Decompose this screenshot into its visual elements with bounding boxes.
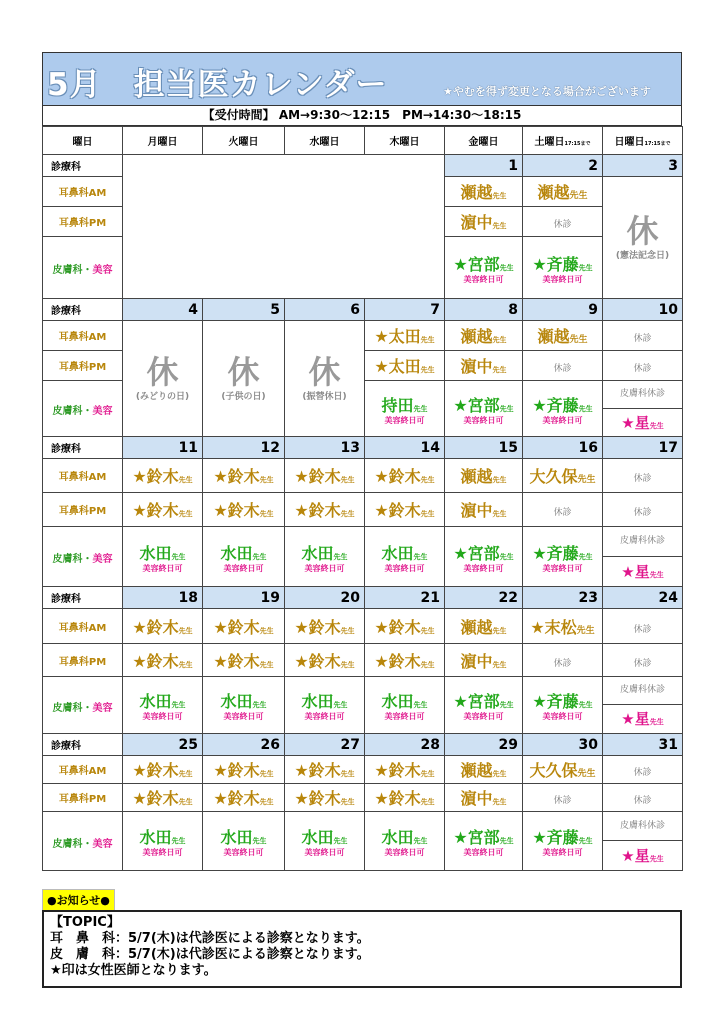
dept-label: 診療科	[43, 299, 123, 321]
doctor-cell: ★鈴木先生	[123, 459, 203, 493]
week3-ent-am	[43, 459, 683, 493]
doctor-cell: ★鈴木先生	[285, 609, 365, 644]
doctor-cell: 水田先生 美容終日可	[123, 527, 203, 587]
calendar-table	[42, 126, 683, 871]
doctor-cell: ★末松先生	[523, 609, 603, 644]
date-cell: 17	[603, 437, 683, 459]
ent-am-label: 耳鼻科AM	[43, 459, 123, 493]
week2-date-row	[43, 299, 683, 321]
title-note: ★やむを得ず変更となる場合がございます	[443, 85, 651, 98]
doctor-cell: 濵中先生	[445, 644, 523, 677]
date-cell: 30	[523, 734, 603, 756]
doctor-cell: 瀬越先生	[445, 609, 523, 644]
closed-cell: 休診	[523, 351, 603, 381]
doctor-cell: ★鈴木先生	[285, 459, 365, 493]
weekday-sat: 土曜日17:15まで	[523, 127, 603, 155]
doctor-cell: ★斉藤先生 美容終日可	[523, 677, 603, 734]
date-cell: 31	[603, 734, 683, 756]
sunday-derm-cell: 皮膚科休診 ★星先生	[603, 677, 683, 734]
doctor-cell: ★鈴木先生	[285, 756, 365, 784]
date-cell: 10	[603, 299, 683, 321]
derm-label: 皮膚科・美容	[43, 677, 123, 734]
date-cell: 6	[285, 299, 365, 321]
doctor-cell: ★鈴木先生	[123, 493, 203, 527]
date-cell: 7	[365, 299, 445, 321]
ent-pm-label: 耳鼻科PM	[43, 784, 123, 812]
doctor-cell: 瀬越先生	[523, 321, 603, 351]
sunday-derm-cell: 皮膚科休診 ★星先生	[603, 812, 683, 871]
topic-line: 皮 膚 科：5/7(木)は代診医による診察となります。	[50, 947, 370, 962]
date-cell: 14	[365, 437, 445, 459]
doctor-cell: ★斉藤先生 美容終日可	[523, 381, 603, 437]
page-title: 5月 担当医カレンダー	[47, 67, 388, 103]
ent-am-label: 耳鼻科AM	[43, 609, 123, 644]
closed-cell: 休診	[523, 644, 603, 677]
closed-cell: 休診	[603, 756, 683, 784]
date-cell: 13	[285, 437, 365, 459]
dept-label: 診療科	[43, 437, 123, 459]
doctor-cell: 水田先生 美容終日可	[123, 812, 203, 871]
doctor-cell: ★鈴木先生	[365, 784, 445, 812]
doctor-cell: ★鈴木先生	[285, 644, 365, 677]
week5-ent-pm	[43, 784, 683, 812]
date-cell: 12	[203, 437, 285, 459]
week4-ent-pm	[43, 644, 683, 677]
holiday-cell: 休 (振替休日)	[285, 321, 365, 437]
topic-line: ★印は女性医師となります。	[50, 963, 217, 978]
doctor-cell: 水田先生 美容終日可	[123, 677, 203, 734]
doctor-cell: 大久保先生	[523, 459, 603, 493]
reception-hours: 【受付時間】 AM→9:30～12:15 PM→14:30～18:15	[42, 106, 682, 126]
date-cell: 26	[203, 734, 285, 756]
date-cell: 27	[285, 734, 365, 756]
closed-cell: 休診	[603, 493, 683, 527]
week3-derm	[43, 527, 683, 587]
empty-block	[123, 155, 445, 299]
ent-am-label: 耳鼻科AM	[43, 756, 123, 784]
closed-cell: 休診	[603, 351, 683, 381]
date-cell: 2	[523, 155, 603, 177]
dept-label: 診療科	[43, 734, 123, 756]
weekday-sun: 日曜日17:15まで	[603, 127, 683, 155]
date-cell: 5	[203, 299, 285, 321]
doctor-cell: 瀬越先生	[523, 177, 603, 207]
week3-date-row	[43, 437, 683, 459]
ent-am-label: 耳鼻科AM	[43, 177, 123, 207]
closed-cell: 休診	[603, 644, 683, 677]
weekday-wed: 水曜日	[285, 127, 365, 155]
ent-pm-label: 耳鼻科PM	[43, 207, 123, 237]
day-label: 曜日	[43, 127, 123, 155]
doctor-cell: ★鈴木先生	[203, 459, 285, 493]
closed-cell: 休診	[603, 321, 683, 351]
date-cell: 16	[523, 437, 603, 459]
sunday-derm-cell: 皮膚科休診 ★星先生	[603, 381, 683, 437]
doctor-cell: ★鈴木先生	[203, 644, 285, 677]
week4-ent-am	[43, 609, 683, 644]
closed-cell: 休診	[523, 207, 603, 237]
doctor-cell: 大久保先生	[523, 756, 603, 784]
doctor-cell: 水田先生 美容終日可	[285, 677, 365, 734]
week5-derm	[43, 812, 683, 871]
doctor-cell: 水田先生 美容終日可	[285, 527, 365, 587]
doctor-cell: ★鈴木先生	[123, 784, 203, 812]
doctor-cell: 水田先生 美容終日可	[365, 812, 445, 871]
date-cell: 25	[123, 734, 203, 756]
date-cell: 1	[445, 155, 523, 177]
holiday-cell: 休 (みどりの日)	[123, 321, 203, 437]
date-cell: 11	[123, 437, 203, 459]
weekday-thu: 木曜日	[365, 127, 445, 155]
doctor-cell: ★鈴木先生	[365, 644, 445, 677]
doctor-cell: 濵中先生	[445, 784, 523, 812]
doctor-cell: 濵中先生	[445, 493, 523, 527]
doctor-cell: ★宮部先生 美容終日可	[445, 237, 523, 299]
doctor-cell: ★鈴木先生	[203, 493, 285, 527]
doctor-cell: ★鈴木先生	[123, 609, 203, 644]
weekday-mon: 月曜日	[123, 127, 203, 155]
closed-cell: 休診	[603, 784, 683, 812]
week3-ent-pm	[43, 493, 683, 527]
date-cell: 8	[445, 299, 523, 321]
ent-am-label: 耳鼻科AM	[43, 321, 123, 351]
date-cell: 15	[445, 437, 523, 459]
closed-cell: 休診	[523, 784, 603, 812]
doctor-cell: ★鈴木先生	[365, 493, 445, 527]
derm-label: 皮膚科・美容	[43, 381, 123, 437]
doctor-cell: ★鈴木先生	[365, 609, 445, 644]
notice-label: ●お知らせ●	[42, 889, 115, 911]
ent-pm-label: 耳鼻科PM	[43, 644, 123, 677]
doctor-cell: 瀬越先生	[445, 177, 523, 207]
doctor-cell: 瀬越先生	[445, 756, 523, 784]
closed-cell: 休診	[523, 493, 603, 527]
weekday-tue: 火曜日	[203, 127, 285, 155]
doctor-cell: 濵中先生	[445, 351, 523, 381]
doctor-cell: ★鈴木先生	[365, 756, 445, 784]
doctor-cell: ★鈴木先生	[123, 756, 203, 784]
doctor-cell: ★鈴木先生	[203, 784, 285, 812]
date-cell: 9	[523, 299, 603, 321]
weekday-fri: 金曜日	[445, 127, 523, 155]
title-band	[42, 52, 682, 106]
ent-pm-label: 耳鼻科PM	[43, 493, 123, 527]
ent-pm-label: 耳鼻科PM	[43, 351, 123, 381]
doctor-cell: ★斉藤先生 美容終日可	[523, 527, 603, 587]
topic-line: 耳 鼻 科：5/7(木)は代診医による診察となります。	[50, 931, 370, 946]
week1-date-row	[43, 155, 683, 177]
doctor-cell: ★鈴木先生	[203, 756, 285, 784]
weekday-header-row	[43, 127, 683, 155]
date-cell: 18	[123, 587, 203, 609]
holiday-cell: 休 (憲法記念日)	[603, 177, 683, 299]
doctor-cell: 瀬越先生	[445, 459, 523, 493]
doctor-cell: 水田先生 美容終日可	[365, 527, 445, 587]
doctor-cell: ★宮部先生 美容終日可	[445, 527, 523, 587]
doctor-cell: 水田先生 美容終日可	[285, 812, 365, 871]
doctor-cell: ★鈴木先生	[285, 493, 365, 527]
doctor-cell: 持田先生 美容終日可	[365, 381, 445, 437]
dept-label: 診療科	[43, 155, 123, 177]
derm-label: 皮膚科・美容	[43, 237, 123, 299]
week4-date-row	[43, 587, 683, 609]
date-cell: 23	[523, 587, 603, 609]
week2-ent-am	[43, 321, 683, 351]
holiday-cell: 休 (子供の日)	[203, 321, 285, 437]
doctor-cell: ★宮部先生 美容終日可	[445, 677, 523, 734]
doctor-cell: ★斉藤先生 美容終日可	[523, 812, 603, 871]
date-cell: 21	[365, 587, 445, 609]
week5-ent-am	[43, 756, 683, 784]
doctor-cell: 濵中先生	[445, 207, 523, 237]
topic-heading: 【TOPIC】	[50, 915, 120, 930]
doctor-cell: ★宮部先生 美容終日可	[445, 381, 523, 437]
doctor-cell: ★斉藤先生 美容終日可	[523, 237, 603, 299]
date-cell: 29	[445, 734, 523, 756]
doctor-cell: ★鈴木先生	[203, 609, 285, 644]
doctor-cell: 瀬越先生	[445, 321, 523, 351]
dept-label: 診療科	[43, 587, 123, 609]
doctor-cell: ★鈴木先生	[123, 644, 203, 677]
doctor-cell: ★鈴木先生	[365, 459, 445, 493]
derm-label: 皮膚科・美容	[43, 527, 123, 587]
week4-derm	[43, 677, 683, 734]
doctor-cell: 水田先生 美容終日可	[203, 812, 285, 871]
closed-cell: 休診	[603, 459, 683, 493]
date-cell: 28	[365, 734, 445, 756]
doctor-cell: ★太田先生	[365, 351, 445, 381]
doctor-cell: ★鈴木先生	[285, 784, 365, 812]
topic-box	[42, 910, 682, 988]
doctor-cell: 水田先生 美容終日可	[203, 677, 285, 734]
derm-label: 皮膚科・美容	[43, 812, 123, 871]
date-cell: 22	[445, 587, 523, 609]
doctor-cell: ★宮部先生 美容終日可	[445, 812, 523, 871]
date-cell: 24	[603, 587, 683, 609]
doctor-cell: ★太田先生	[365, 321, 445, 351]
doctor-cell: 水田先生 美容終日可	[365, 677, 445, 734]
date-cell: 20	[285, 587, 365, 609]
date-cell: 4	[123, 299, 203, 321]
doctor-cell: 水田先生 美容終日可	[203, 527, 285, 587]
closed-cell: 休診	[603, 609, 683, 644]
sunday-derm-cell: 皮膚科休診 ★星先生	[603, 527, 683, 587]
date-cell: 19	[203, 587, 285, 609]
week5-date-row	[43, 734, 683, 756]
date-cell: 3	[603, 155, 683, 177]
